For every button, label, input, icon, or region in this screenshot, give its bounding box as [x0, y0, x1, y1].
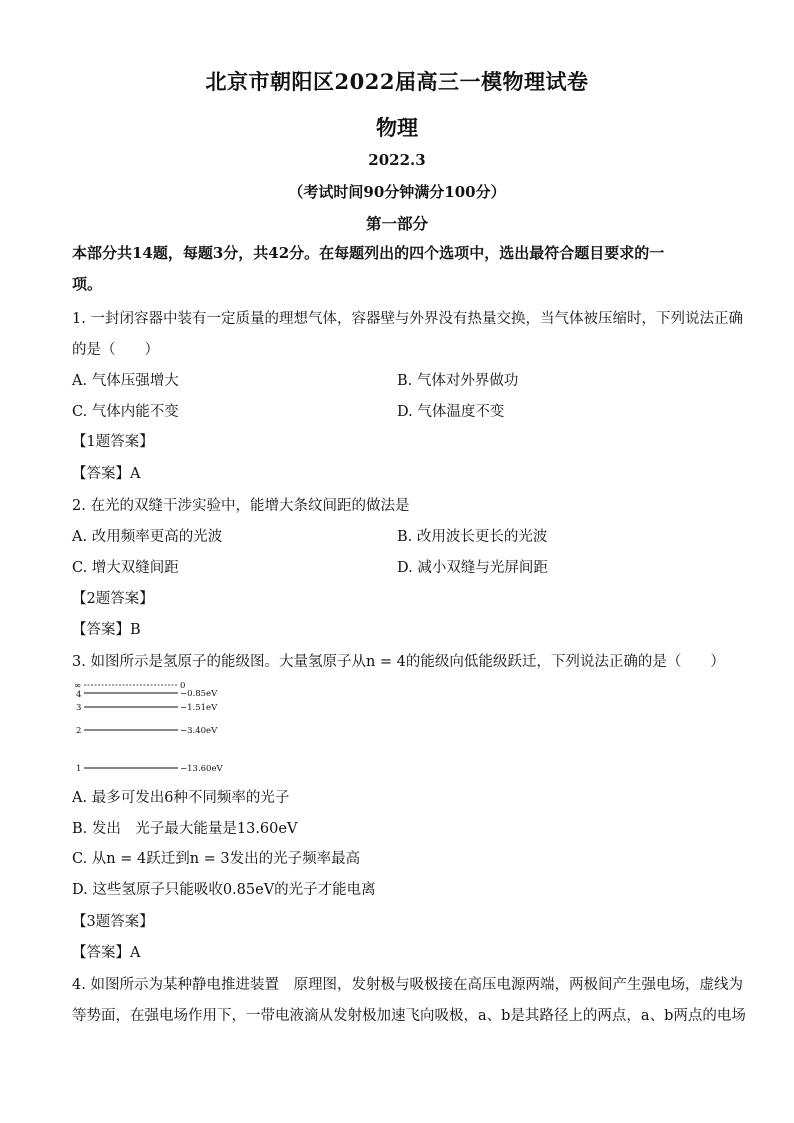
q2-option-d: D. 减小双缝与光屏间距 [397, 560, 548, 576]
q2-answer-heading: 【2题答案】 [72, 591, 154, 607]
instructions-line-1: 本部分共14题，每题3分，共42分。在每题列出的四个选项中，选出最符合题目要求的一 [72, 244, 665, 262]
level-2-energy: −3.40eV [180, 726, 218, 736]
q1-stem-line-2: 的是（ ） [72, 342, 159, 358]
q3-answer: 【答案】A [72, 945, 141, 961]
level-1-energy: −13.60eV [180, 764, 223, 774]
q4-stem-line-2: 等势面，在强电场作用下，一带电液滴从发射极加速飞向吸极，a、b是其路径上的两点，a、b两点的电场 [72, 1008, 746, 1024]
q1-option-c: C. 气体内能不变 [72, 404, 179, 420]
level-4-energy: −0.85eV [180, 689, 218, 699]
subject-heading: 物理 [376, 115, 418, 140]
q2-option-b: B. 改用波长更长的光波 [397, 529, 548, 545]
q1-answer-heading: 【1题答案】 [72, 434, 154, 450]
q1-option-b: B. 气体对外界做功 [397, 373, 519, 389]
q2-option-c: C. 增大双缝间距 [72, 560, 179, 576]
q4-stem-line-1: 4. 如图所示为某种静电推进装置 原理图，发射极与吸极接在高压电源两端，两极间产生强电场，虚线为 [72, 977, 743, 993]
q3-stem: 3. 如图所示是氢原子的能级图。大量氢原子从n = 4的能级向低能级跃迁，下列说法正确的是（ ） [72, 654, 725, 670]
level-n2-label: 2 [76, 726, 82, 736]
level-3-energy: −1.51eV [180, 703, 218, 713]
q1-answer: 【答案】A [72, 466, 141, 482]
exam-info: （考试时间90分钟满分100分） [288, 183, 506, 201]
q3-answer-heading: 【3题答案】 [72, 914, 154, 930]
q2-option-a: A. 改用频率更高的光波 [72, 529, 223, 545]
page-title: 北京市朝阳区2022届高三一模物理试卷 [205, 69, 589, 94]
energy-level-diagram [72, 677, 272, 777]
level-n-inf-label: ∞ [74, 681, 82, 691]
exam-date: 2022.3 [368, 151, 426, 169]
q2-answer: 【答案】B [72, 622, 141, 638]
q1-option-d: D. 气体温度不变 [397, 404, 505, 420]
q3-option-d: D. 这些氢原子只能吸收0.85eV的光子才能电离 [72, 882, 376, 898]
q3-option-a: A. 最多可发出6种不同频率的光子 [72, 790, 290, 806]
q1-stem-line-1: 1. 一封闭容器中装有一定质量的理想气体，容器壁与外界没有热量交换，当气体被压缩时，下列说法正确 [72, 311, 743, 327]
level-inf-energy: 0 [180, 681, 186, 691]
q3-option-b: B. 发出 光子最大能量是13.60eV [72, 821, 298, 837]
level-n3-label: 3 [76, 703, 82, 713]
q1-option-a: A. 气体压强增大 [72, 373, 179, 389]
q2-stem: 2. 在光的双缝干涉实验中，能增大条纹间距的做法是 [72, 498, 410, 514]
q3-option-c: C. 从n = 4跃迁到n = 3发出的光子频率最高 [72, 851, 361, 867]
level-n1-label: 1 [76, 764, 82, 774]
part-heading: 第一部分 [365, 214, 428, 233]
level-n4-label: 4 [76, 690, 82, 700]
instructions-line-2: 项。 [72, 275, 103, 293]
